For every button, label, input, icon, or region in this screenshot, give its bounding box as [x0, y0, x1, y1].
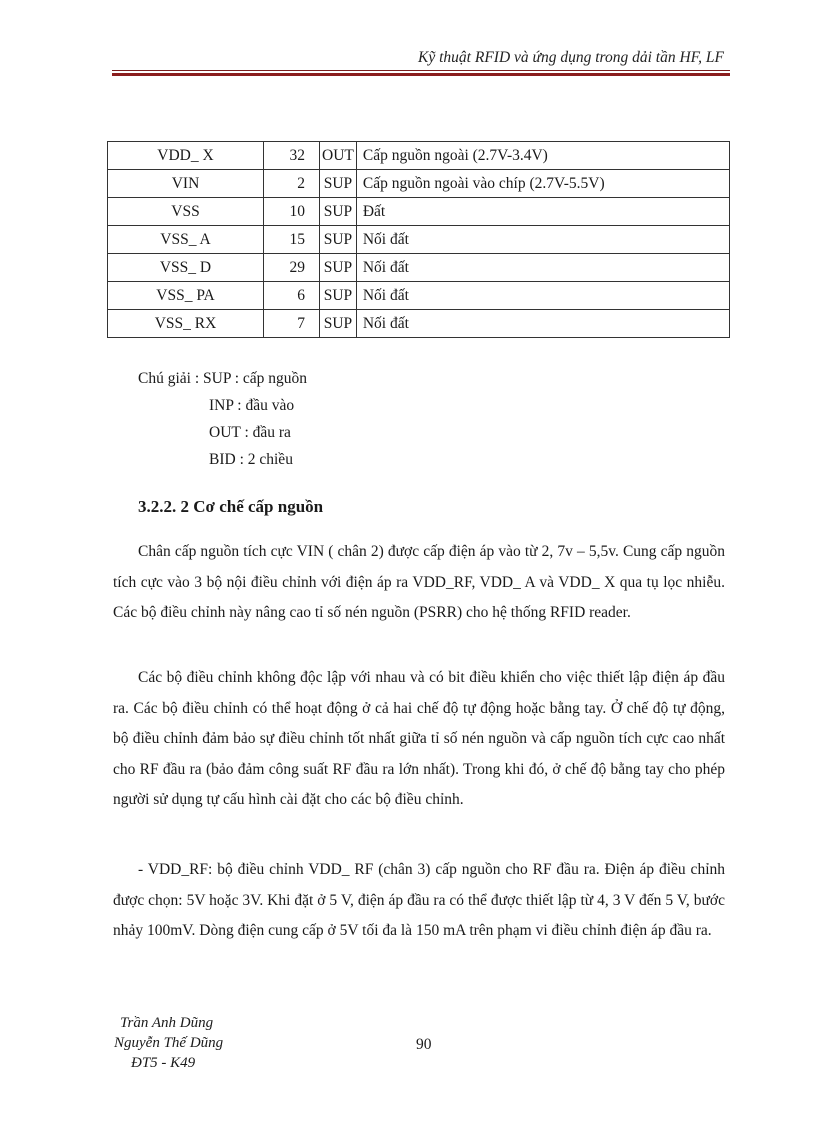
pin-number-cell: 10 — [264, 198, 320, 226]
pin-name-cell: VSS_ PA — [108, 282, 264, 310]
body-paragraph: Chân cấp nguồn tích cực VIN ( chân 2) được cấp điện áp vào từ 2, 7v – 5,5v. Cung cấp nguồn tích cực vào 3 bộ nội điều chỉnh với điện áp ra VDD_RF, VDD_ A và VDD_ X qua tụ lọc nhiễu. Các bộ điều chỉnh này nâng cao tỉ số nén nguồn (PSRR) cho hệ thống RFID reader. — [113, 543, 725, 621]
pin-name-cell: VSS_ RX — [108, 310, 264, 338]
pin-type-cell: SUP — [320, 282, 357, 310]
legend-item: BID : 2 chiều — [209, 451, 293, 468]
pin-number-cell: 15 — [264, 226, 320, 254]
pin-name-cell: VSS_ A — [108, 226, 264, 254]
table-row — [108, 226, 730, 254]
body-paragraph: Các bộ điều chỉnh không độc lập với nhau và có bit điều khiển cho việc thiết lập điện áp đầu ra. Các bộ điều chỉnh có thể hoạt động ở cả hai chế độ tự động hoặc bằng tay. Ở chế độ tự động, bộ điều chỉnh đảm bảo sự điều chỉnh tốt nhất giữa tỉ số nén nguồn và cấp nguồn tích cực cao nhất cho RF đầu ra (bảo đảm công suất RF đầu ra lớn nhất). Trong khi đó, ở chế độ bằng tay cho phép người sử dụng tự cấu hình cài đặt cho các bộ điều chỉnh. — [113, 669, 725, 808]
legend-item: INP : đầu vào — [209, 397, 295, 414]
pin-name-cell: VIN — [108, 170, 264, 198]
header-rule-thin — [112, 70, 730, 71]
pin-number-cell: 32 — [264, 142, 320, 170]
pin-number-cell: 7 — [264, 310, 320, 338]
legend-item: OUT : đầu ra — [209, 424, 291, 441]
pin-description-cell: Nối đất — [356, 310, 729, 338]
table-row — [108, 142, 730, 170]
page-header-title: Kỹ thuật RFID và ứng dụng trong dải tần HF, LF — [418, 49, 724, 66]
pin-name-cell: VDD_ X — [108, 142, 264, 170]
table-row — [108, 198, 730, 226]
pin-description-cell: Cấp nguồn ngoài (2.7V-3.4V) — [356, 142, 729, 170]
pin-type-cell: SUP — [320, 254, 357, 282]
pin-description-cell: Nối đất — [356, 226, 729, 254]
pin-name-cell: VSS_ D — [108, 254, 264, 282]
pin-type-cell: SUP — [320, 226, 357, 254]
page-number: 90 — [416, 1036, 432, 1053]
pin-description-cell: Nối đất — [356, 254, 729, 282]
pin-type-cell: SUP — [320, 198, 357, 226]
footer-class: ĐT5 - K49 — [131, 1055, 196, 1071]
body-paragraph: - VDD_RF: bộ điều chỉnh VDD_ RF (chân 3) cấp nguồn cho RF đầu ra. Điện áp điều chỉnh được chọn: 5V hoặc 3V. Khi đặt ở 5 V, điện áp đầu ra có thể được thiết lập từ 4, 3 V đến 5 V, bước nhảy 100mV. Dòng điện cung cấp ở 5V tối đa là 150 mA trên phạm vi điều chỉnh điện áp đầu ra. — [113, 861, 725, 939]
pin-description-cell: Cấp nguồn ngoài vào chíp (2.7V-5.5V) — [356, 170, 729, 198]
table-row — [108, 310, 730, 338]
table-row — [108, 254, 730, 282]
pin-number-cell: 29 — [264, 254, 320, 282]
pin-number-cell: 6 — [264, 282, 320, 310]
pin-name-cell: VSS — [108, 198, 264, 226]
pin-description-cell: Nối đất — [356, 282, 729, 310]
section-heading: 3.2.2. 2 Cơ chế cấp nguồn — [138, 497, 324, 516]
table-row — [108, 170, 730, 198]
footer-author: Trần Anh Dũng — [120, 1015, 214, 1031]
header-rule-thick — [112, 73, 730, 76]
pin-type-cell: OUT — [320, 142, 357, 170]
pin-description-cell: Đất — [356, 198, 729, 226]
pin-table — [107, 141, 730, 338]
pin-type-cell: SUP — [320, 170, 357, 198]
table-row — [108, 282, 730, 310]
pin-type-cell: SUP — [320, 310, 357, 338]
pin-number-cell: 2 — [264, 170, 320, 198]
footer-author: Nguyễn Thế Dũng — [114, 1035, 224, 1051]
legend-title-line: Chú giải : SUP : cấp nguồn — [138, 370, 308, 387]
